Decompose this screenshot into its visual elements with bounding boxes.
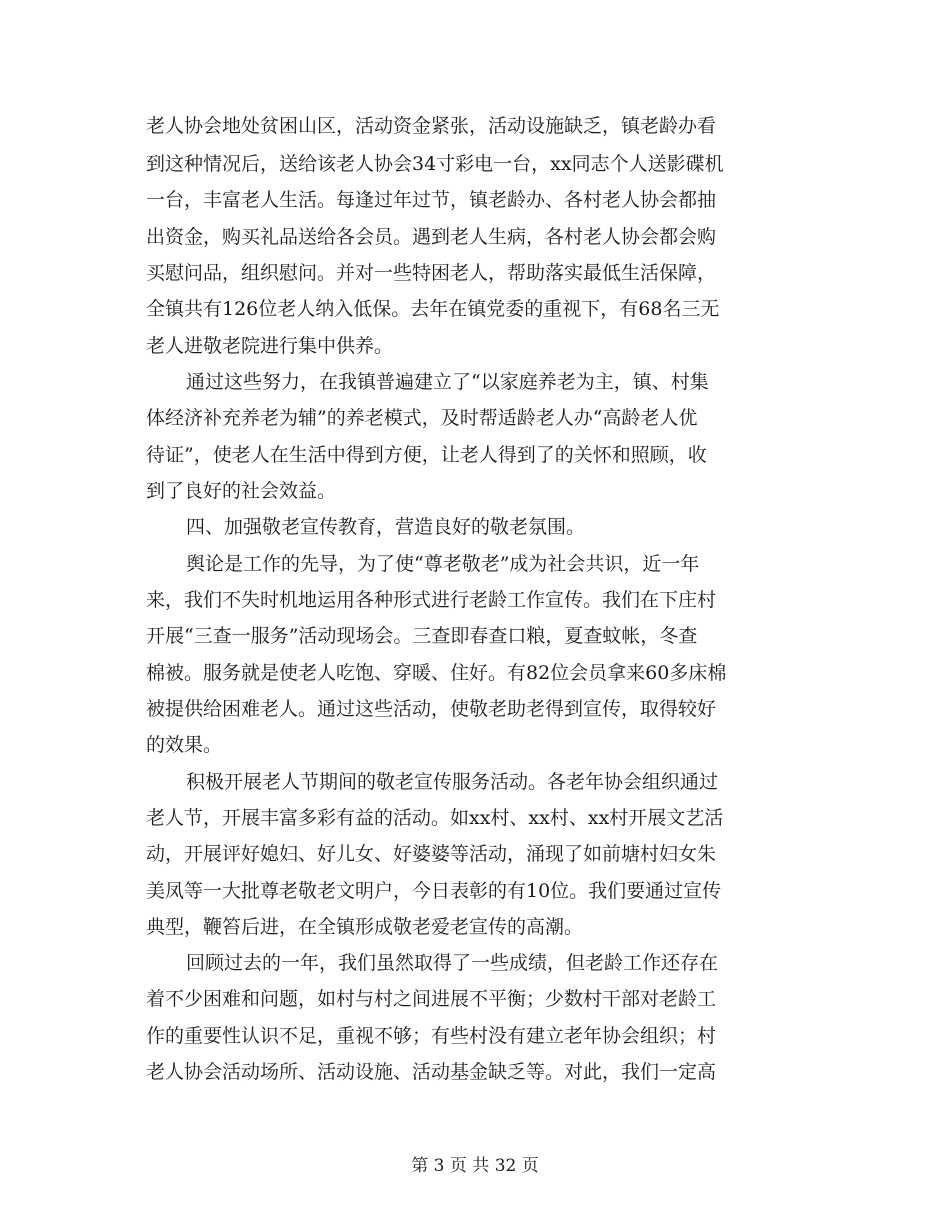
text-line: 全镇共有126位老人纳入低保。去年在镇党委的重视下，有68名三无	[146, 298, 720, 320]
page-number-footer: 第 3 页 共 32 页	[411, 1156, 539, 1176]
text-line: 积极开展老人节期间的敬老宣传服务活动。各老年协会组织通过	[186, 771, 719, 793]
text-line: 的效果。	[146, 734, 223, 756]
text-line: 一台，丰富老人生活。每逢过年过节，镇老龄办、各村老人协会都抽	[146, 189, 717, 211]
text-line: 老人协会活动场所、活动设施、活动基金缺乏等。对此，我们一定高	[146, 1061, 717, 1083]
text-line: 老人节，开展丰富多彩有益的活动。如xx村、xx村、xx村开展文艺活	[146, 807, 724, 829]
text-line: 老人协会地处贫困山区，活动资金紧张，活动设施缺乏，镇老龄办看	[146, 115, 717, 137]
text-line: 出资金，购买礼品送给各会员。遇到老人生病，各村老人协会都会购	[146, 226, 717, 248]
text-line: 作的重要性认识不足，重视不够；有些村没有建立老年协会组织；村	[146, 1025, 717, 1047]
section-heading: 四、加强敬老宣传教育，营造良好的敬老氛围。	[186, 516, 586, 538]
text-line: 舆论是工作的先导，为了使“尊老敬老”成为社会共识，近一年	[186, 553, 700, 575]
text-line: 着不少困难和问题，如村与村之间进展不平衡；少数村干部对老龄工	[146, 988, 717, 1010]
text-line: 来，我们不失时机地运用各种形式进行老龄工作宣传。我们在下庄村	[146, 589, 717, 611]
text-line: 动，开展评好媳妇、好儿女、好婆婆等活动，涌现了如前塘村妇女朱	[146, 843, 717, 865]
text-line: 棉被。服务就是使老人吃饱、穿暖、住好。有82位会员拿来60多床棉	[146, 662, 727, 684]
text-line: 回顾过去的一年，我们虽然取得了一些成绩，但老龄工作还存在	[186, 952, 719, 974]
text-line: 美凤等一大批尊老敬老文明户，今日表彰的有10位。我们要通过宣传	[146, 880, 722, 902]
text-line: 通过这些努力，在我镇普遍建立了“以家庭养老为主，镇、村集	[186, 371, 709, 393]
text-line: 典型，鞭笞后进，在全镇形成敬老爱老宣传的高潮。	[146, 916, 584, 938]
text-line: 买慰问品，组织慰问。并对一些特困老人，帮助落实最低生活保障，	[146, 262, 717, 284]
text-line: 开展“三查一服务”活动现场会。三查即春查口粮，夏查蚊帐，冬查	[146, 625, 698, 647]
text-line: 被提供给困难老人。通过这些活动，使敬老助老得到宣传，取得较好	[146, 698, 717, 720]
text-line: 体经济补充养老为辅”的养老模式，及时帮适龄老人办“高龄老人优	[146, 407, 698, 429]
text-line: 到了良好的社会效益。	[146, 480, 337, 502]
text-line: 老人进敬老院进行集中供养。	[146, 335, 394, 357]
text-line: 到这种情况后，送给该老人协会34寸彩电一台，xx同志个人送影碟机	[146, 153, 724, 175]
text-line: 待证”，使老人在生活中得到方便，让老人得到了的关怀和照顾，收	[146, 444, 707, 466]
